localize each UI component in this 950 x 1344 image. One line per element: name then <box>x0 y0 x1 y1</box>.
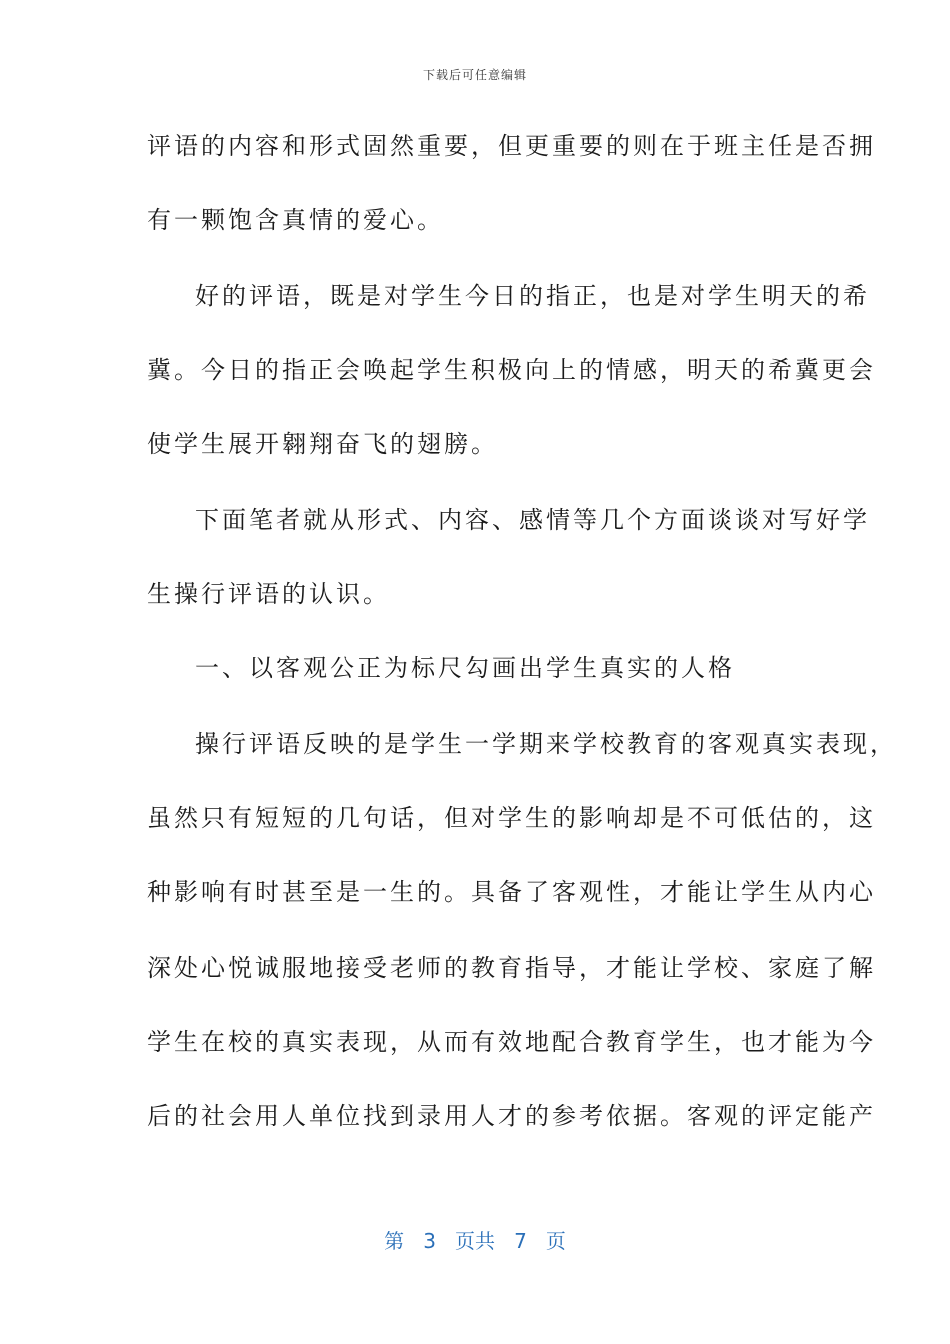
page-mid: 页共 <box>455 1229 495 1253</box>
text-line: 虽然只有短短的几句话，但对学生的影响却是不可低估的，这 <box>147 804 876 832</box>
text-line: 深处心悦诚服地接受老师的教育指导，才能让学校、家庭了解 <box>147 954 876 982</box>
page-footer <box>0 1225 950 1254</box>
total-page-count: 7 <box>514 1229 527 1253</box>
text-line: 好的评语，既是对学生今日的指正，也是对学生明天的希 <box>195 282 870 310</box>
text-line: 使学生展开翱翔奋飞的翅膀。 <box>147 430 498 458</box>
page-prefix: 第 <box>384 1229 405 1253</box>
text-line: 操行评语反映的是学生一学期来学校教育的客观真实表现， <box>195 730 897 758</box>
download-note: 下载后可任意编辑 <box>422 68 527 82</box>
text-line: 评语的内容和形式固然重要，但更重要的则在于班主任是否拥 <box>147 132 876 160</box>
page-suffix: 页 <box>545 1229 566 1253</box>
current-page-number: 3 <box>423 1229 436 1253</box>
text-line: 后的社会用人单位找到录用人才的参考依据。客观的评定能产 <box>147 1102 876 1130</box>
text-line: 下面笔者就从形式、内容、感情等几个方面谈谈对写好学 <box>195 506 870 534</box>
text-line: 冀。今日的指正会唤起学生积极向上的情感，明天的希冀更会 <box>147 356 876 384</box>
text-line: 生操行评语的认识。 <box>147 580 390 608</box>
text-line: 种影响有时甚至是一生的。具备了客观性，才能让学生从内心 <box>147 878 876 906</box>
section-heading: 一、以客观公正为标尺勾画出学生真实的人格 <box>195 654 735 682</box>
text-line: 有一颗饱含真情的爱心。 <box>147 206 444 234</box>
text-line: 学生在校的真实表现，从而有效地配合教育学生，也才能为今 <box>147 1028 876 1056</box>
